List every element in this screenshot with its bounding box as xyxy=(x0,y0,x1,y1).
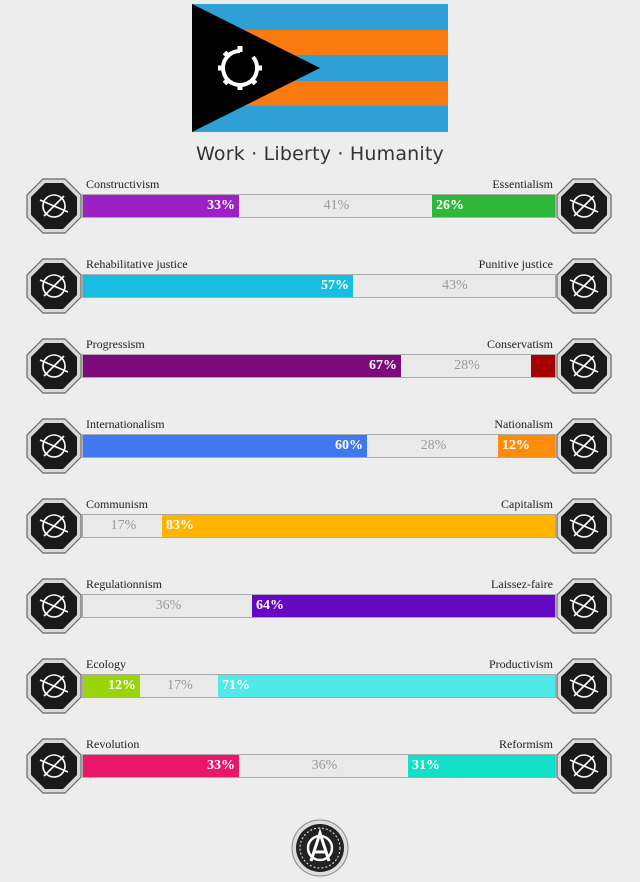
neutral-segment: 36% xyxy=(311,758,338,773)
right-segment: 71% xyxy=(218,675,555,697)
left-segment: 12% xyxy=(83,675,140,697)
axis-right-label: Reformism xyxy=(499,737,553,751)
quill-icon xyxy=(556,338,612,394)
motto: Work · Liberty · Humanity xyxy=(196,143,444,165)
axis-left-label: Constructivism xyxy=(86,177,160,191)
neutral-segment: 43% xyxy=(442,278,468,293)
right-segment xyxy=(531,355,555,377)
neutral-segment: 41% xyxy=(323,198,350,213)
neutral-segment: 28% xyxy=(454,358,480,373)
butterfly-icon xyxy=(556,578,612,634)
axis-left-label: Progressism xyxy=(86,337,145,351)
axis-bar xyxy=(82,594,556,618)
axis-row xyxy=(0,338,640,402)
tree-icon xyxy=(26,658,82,714)
axis-left-label: Ecology xyxy=(86,657,126,671)
neutral-segment: 17% xyxy=(110,518,137,533)
axis-left-label: Communism xyxy=(86,497,149,511)
money-bag-icon xyxy=(556,498,612,554)
factory-icon xyxy=(556,658,612,714)
torch-icon xyxy=(26,338,82,394)
right-segment: 31% xyxy=(408,755,555,777)
axis-row xyxy=(0,258,640,322)
axis-bar xyxy=(82,754,556,778)
left-segment: 67% xyxy=(83,355,401,377)
axis-row xyxy=(0,178,640,242)
eye-icon xyxy=(26,178,82,234)
axis-left-label: Internationalism xyxy=(86,417,165,431)
left-segment: 60% xyxy=(83,435,367,457)
neutral-segment: 28% xyxy=(420,438,447,453)
axis-row xyxy=(0,418,640,482)
axis-right-label: Conservatism xyxy=(487,337,553,351)
axis-bar xyxy=(82,434,556,458)
flower-icon xyxy=(556,178,612,234)
axis-right-label: Nationalism xyxy=(494,417,553,431)
axis-row xyxy=(0,738,640,802)
anarchy-logo-icon xyxy=(291,819,349,877)
hammer-sickle-icon xyxy=(26,498,82,554)
right-segment: 26% xyxy=(432,195,555,217)
axis-right-label: Productivism xyxy=(488,657,553,671)
right-segment: 12% xyxy=(498,435,555,457)
ruler-icon xyxy=(26,578,82,634)
globe-icon xyxy=(26,418,82,474)
axis-right-label: Punitive justice xyxy=(478,257,553,271)
axis-bar xyxy=(82,274,556,298)
axis-right-label: Essentialism xyxy=(492,177,553,191)
axis-bar xyxy=(82,194,556,218)
axis-left-label: Regulationnism xyxy=(86,577,162,591)
axis-bar xyxy=(82,674,556,698)
left-segment: 33% xyxy=(83,195,239,217)
left-segment: 57% xyxy=(83,275,353,297)
axis-left-label: Revolution xyxy=(86,737,140,751)
neutral-segment: 17% xyxy=(167,678,193,693)
axis-row xyxy=(0,498,640,562)
axis-left-label: Rehabilitative justice xyxy=(86,257,188,271)
prison-bars-icon xyxy=(556,258,612,314)
axis-right-label: Capitalism xyxy=(501,497,553,511)
handshake-icon xyxy=(26,258,82,314)
axis-row xyxy=(0,578,640,642)
ballot-icon xyxy=(556,738,612,794)
axis-row xyxy=(0,658,640,722)
left-segment: 33% xyxy=(83,755,239,777)
neutral-segment: 36% xyxy=(155,598,182,613)
right-segment: 64% xyxy=(252,595,555,617)
flag xyxy=(192,4,448,132)
flag-icon xyxy=(556,418,612,474)
right-segment: 83% xyxy=(162,515,555,537)
axis-right-label: Laissez-faire xyxy=(491,577,553,591)
axis-bar xyxy=(82,354,556,378)
fist-icon xyxy=(26,738,82,794)
axis-bar xyxy=(82,514,556,538)
